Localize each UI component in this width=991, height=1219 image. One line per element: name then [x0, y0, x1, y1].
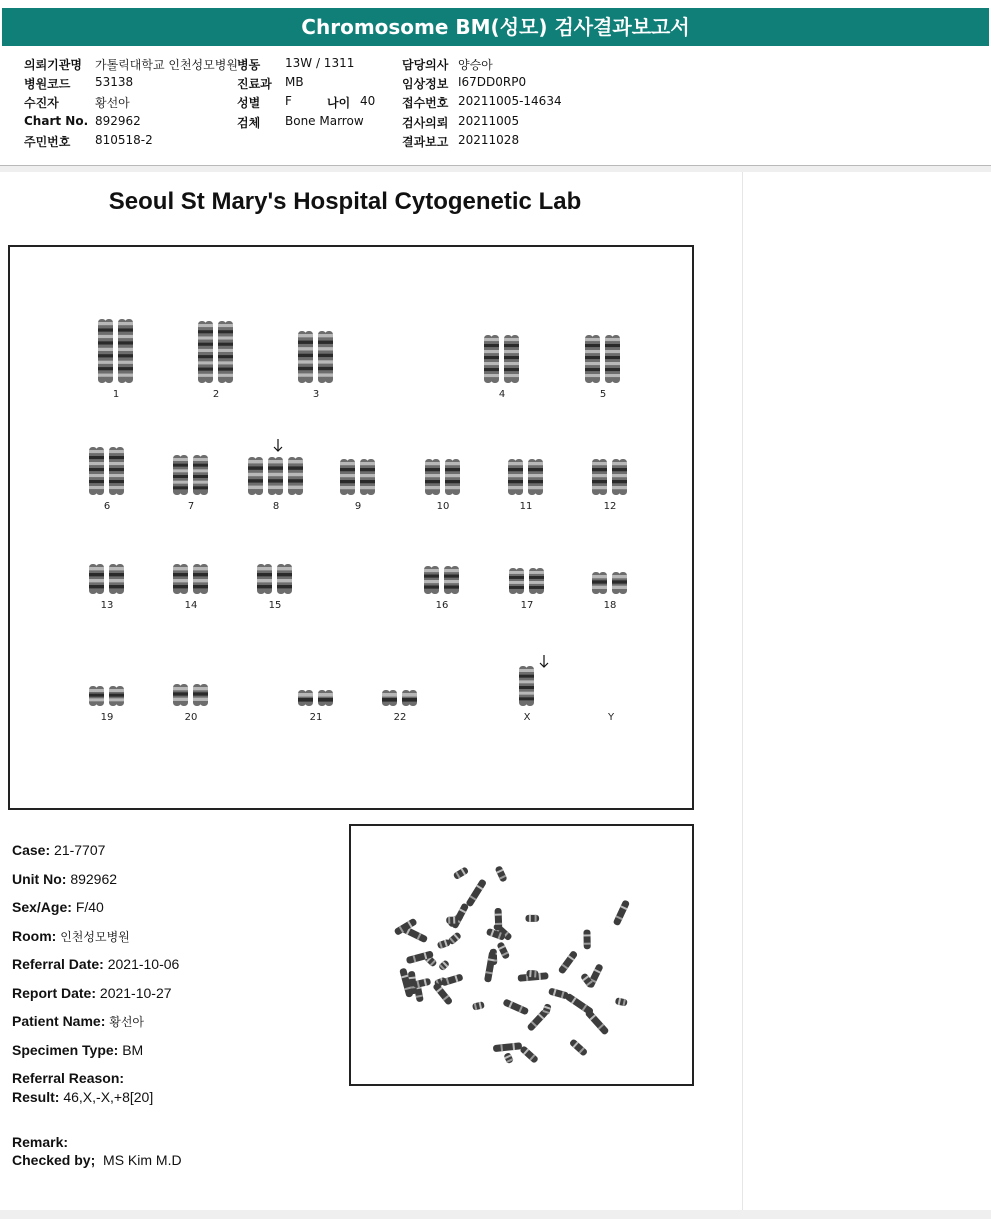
metaphase-chromosome [472, 1001, 485, 1010]
chromosome-X [519, 666, 534, 706]
report-date-value: 2021-10-27 [99, 985, 172, 1001]
checked-label: Checked by; [12, 1152, 96, 1168]
chromosome-13 [89, 564, 124, 594]
metaphase-chromosome [615, 997, 628, 1006]
chromosome-9 [340, 459, 375, 495]
chromosome-10 [425, 459, 460, 495]
room-line [12, 928, 130, 945]
age-label: 나이 [327, 96, 351, 110]
chromosome-14 [173, 564, 208, 594]
metaphase-chromosome [493, 1042, 522, 1052]
dept-label: 진료과 [237, 77, 272, 91]
metaphase-chromosome [484, 951, 496, 983]
sex-value: F [285, 94, 292, 108]
request-value: 20211005 [458, 114, 520, 128]
karyotype-label-16: 16 [435, 600, 449, 611]
metaphase-chromosome [438, 959, 450, 971]
metaphase-chromosome [495, 865, 508, 882]
karyotype-label-3: 3 [312, 389, 320, 400]
karyotype-label-18: 18 [603, 600, 617, 611]
patient-name-line [12, 1013, 144, 1030]
metaphase-chromosome [451, 902, 470, 929]
metaphase-chromosome [446, 916, 458, 923]
karyotype-label-4: 4 [498, 389, 506, 400]
report-page [0, 172, 743, 1210]
chromosome-5 [585, 335, 620, 383]
patient-name-label: Patient Name: [12, 1013, 106, 1029]
patient-info-panel [0, 50, 991, 166]
karyotype-figure [10, 247, 692, 808]
metaphase-chromosome [526, 970, 538, 978]
hospital-code-label: 병원코드 [24, 77, 71, 91]
referral-date-line [12, 956, 179, 972]
metaphase-chromosome [495, 908, 503, 931]
metaphase-chromosome [548, 987, 569, 999]
age-value: 40 [360, 94, 376, 108]
metaphase-chromosome [558, 950, 579, 975]
institution-label: 의뢰기관명 [24, 58, 82, 72]
patient-value: 황선아 [95, 96, 130, 110]
karyotype-label-19: 19 [100, 712, 114, 723]
karyotype-label-9: 9 [354, 501, 362, 512]
result-value: 46,X,-X,+8[20] [63, 1089, 154, 1105]
report-date-line [12, 985, 172, 1001]
metaphase-chromosome [613, 899, 631, 926]
hospital-code-value: 53138 [95, 75, 134, 89]
metaphase-chromosome [496, 941, 510, 959]
metaphase-chromosome [525, 915, 539, 922]
karyotype-label-17: 17 [520, 600, 534, 611]
karyotype-label-21: 21 [309, 712, 323, 723]
karyotype-label-6: 6 [103, 501, 111, 512]
receipt-label: 접수번호 [402, 96, 449, 110]
abnormality-arrow-icon [274, 439, 282, 451]
ward-label: 병동 [237, 58, 261, 72]
referral-reason-line [12, 1070, 124, 1086]
chromosome-2 [198, 321, 233, 383]
referral-reason-label: Referral Reason: [12, 1070, 125, 1086]
specimen-label: 검체 [237, 116, 261, 130]
karyotype-label-Y: Y [607, 712, 615, 723]
unit-label: Unit No: [12, 871, 67, 887]
title-bar [0, 0, 991, 50]
unit-line [12, 871, 117, 887]
specimen-value: Bone Marrow [285, 114, 364, 128]
karyotype-label-X: X [523, 712, 531, 723]
room-label: Room: [12, 928, 57, 944]
id-label: 주민번호 [24, 135, 71, 149]
metaphase-chromosome [569, 1038, 588, 1056]
referral-date-value: 2021-10-06 [107, 956, 180, 972]
karyotype-label-15: 15 [268, 600, 282, 611]
metaphase-chromosome [519, 1045, 539, 1064]
case-value: 21-7707 [54, 842, 106, 858]
chromosome-17 [509, 568, 544, 594]
sex-label: 성별 [237, 96, 261, 110]
chromosome-11 [508, 459, 543, 495]
sexage-line [12, 899, 104, 915]
karyotype-label-8: 8 [272, 501, 280, 512]
karyotype-label-11: 11 [519, 501, 533, 512]
result-label: Result: [12, 1089, 60, 1105]
lab-title: Seoul St Mary's Hospital Cytogenetic Lab [108, 188, 582, 215]
room-value: 인천성모병원 [60, 930, 130, 944]
karyotype-label-14: 14 [184, 600, 198, 611]
remark-label: Remark: [12, 1134, 69, 1150]
karyotype-label-13: 13 [100, 600, 114, 611]
clinical-value: I67DD0RP0 [458, 75, 527, 89]
request-label: 검사의뢰 [402, 116, 449, 130]
karyotype-label-1: 1 [112, 389, 120, 400]
karyotype-label-2: 2 [212, 389, 220, 400]
ward-value: 13W / 1311 [285, 56, 355, 70]
chromosome-12 [592, 459, 627, 495]
unit-value: 892962 [70, 871, 118, 887]
specimen-type-value: BM [122, 1042, 144, 1058]
report-title: Chromosome BM(성모) 검사결과보고서 [2, 8, 989, 46]
abnormality-arrow-icon [540, 655, 548, 667]
chromosome-16 [424, 566, 459, 594]
dept-value: MB [285, 75, 304, 89]
karyotype-label-12: 12 [603, 501, 617, 512]
chromosome-6 [89, 447, 124, 495]
sexage-value: F/40 [75, 899, 104, 915]
sexage-label: Sex/Age: [12, 899, 72, 915]
metaphase-chromosome [584, 1009, 609, 1036]
chromosome-19 [89, 686, 124, 706]
metaphase-chromosome [432, 982, 453, 1006]
result-report-label: 결과보고 [402, 135, 449, 149]
footer-bar [0, 1210, 991, 1219]
karyotype-label-5: 5 [599, 389, 607, 400]
id-value: 810518-2 [95, 133, 153, 147]
checked-value: MS Kim M.D [103, 1152, 182, 1168]
chromosome-4 [484, 335, 519, 383]
receipt-value: 20211005-14634 [458, 94, 562, 108]
karyotype-label-10: 10 [436, 501, 450, 512]
institution-value: 가톨릭대학교 인천성모병원 [95, 58, 238, 72]
metaphase-chromosome [453, 866, 470, 880]
referral-date-label: Referral Date: [12, 956, 104, 972]
case-line [12, 842, 105, 858]
specimen-type-line [12, 1042, 143, 1058]
metaphase-chromosome [502, 998, 529, 1015]
result-line [12, 1089, 153, 1105]
chart-value: 892962 [95, 114, 141, 128]
result-report-value: 20211028 [458, 133, 520, 147]
chromosome-1 [98, 319, 133, 383]
chromosome-18 [592, 572, 627, 594]
karyotype-label-7: 7 [187, 501, 195, 512]
doctor-value: 양승아 [458, 58, 493, 72]
metaphase-chromosome [583, 930, 590, 950]
patient-label: 수진자 [24, 96, 59, 110]
metaphase-spread [351, 826, 692, 1084]
karyotype-label-20: 20 [184, 712, 198, 723]
metaphase-chromosome [441, 973, 464, 986]
doctor-label: 담당의사 [402, 58, 449, 72]
specimen-type-label: Specimen Type: [12, 1042, 119, 1058]
chromosome-15 [257, 564, 292, 594]
case-label: Case: [12, 842, 51, 858]
checked-line [12, 1152, 182, 1168]
metaphase-chromosome [465, 878, 487, 907]
remark-line [12, 1134, 68, 1150]
karyotype-image [8, 245, 694, 810]
chromosome-8 [248, 457, 303, 495]
chromosome-20 [173, 684, 208, 706]
metaphase-chromosome [437, 939, 451, 950]
chromosome-3 [298, 331, 333, 383]
metaphase-image [349, 824, 694, 1086]
clinical-label: 임상정보 [402, 77, 449, 91]
metaphase-chromosome [503, 1052, 514, 1064]
report-date-label: Report Date: [12, 985, 97, 1001]
chromosome-7 [173, 455, 208, 495]
patient-name-value: 황선아 [109, 1015, 145, 1029]
chromosome-21 [298, 690, 333, 706]
chart-label: Chart No. [24, 114, 89, 128]
karyotype-label-22: 22 [393, 712, 407, 723]
chromosome-22 [382, 690, 417, 706]
